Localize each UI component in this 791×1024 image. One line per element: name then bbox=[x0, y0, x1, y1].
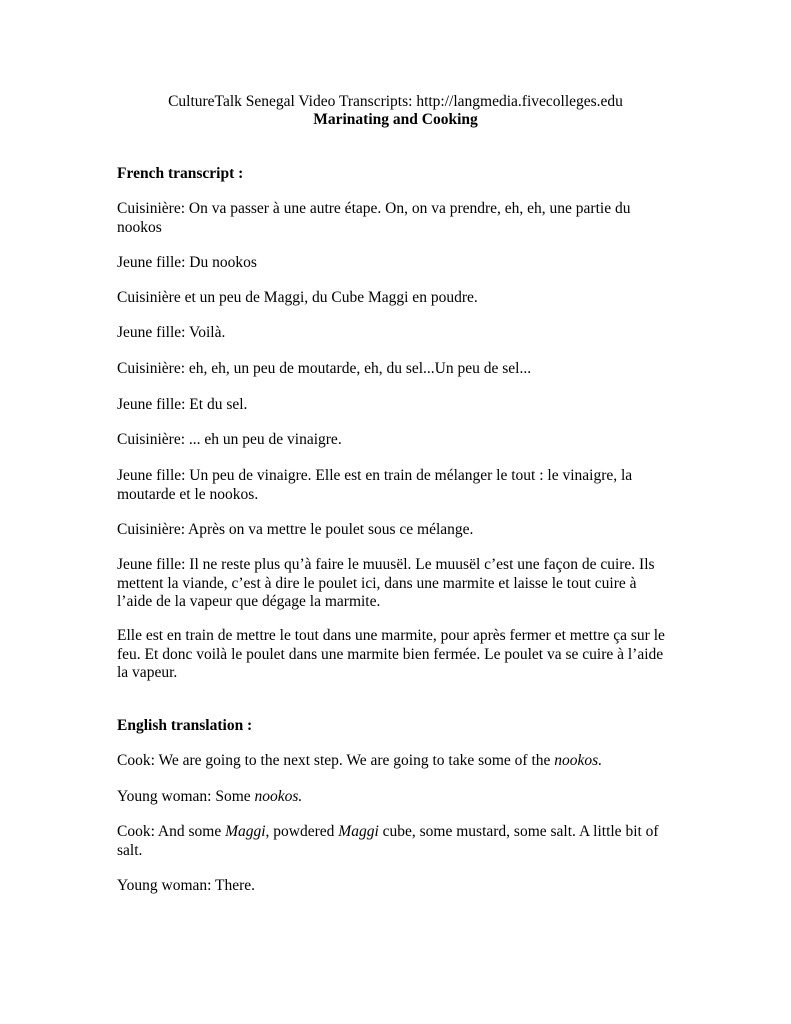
text-line: salt. bbox=[117, 841, 143, 859]
english-paragraph-1 bbox=[117, 752, 677, 771]
text-line: Jeune fille: Il ne reste plus qu’à faire le muusël. Le muusël c’est une façon de cuire. Ils bbox=[117, 556, 655, 573]
text-line: l’aide de la vapeur que dégage la marmite. bbox=[117, 593, 381, 610]
text-run: Cook: We are going to the next step. We are going to take some of the bbox=[117, 752, 555, 769]
text-run: Young woman: Some bbox=[117, 788, 255, 805]
italic-term: Maggi bbox=[338, 823, 379, 840]
text-line: Elle est en train de mettre le tout dans une marmite, pour après fermer et mettre ça sur le bbox=[117, 627, 665, 644]
french-paragraph-2 bbox=[117, 254, 677, 273]
text-line bbox=[117, 752, 677, 771]
text-line: Young woman: There. bbox=[117, 877, 256, 894]
english-paragraph-4 bbox=[117, 877, 677, 896]
french-paragraph-7 bbox=[117, 431, 677, 450]
french-paragraph-6 bbox=[117, 396, 677, 415]
french-paragraph-4 bbox=[117, 324, 677, 343]
english-paragraph-3 bbox=[117, 823, 677, 860]
text-line: Cuisinière: On va passer à une autre étape. On, on va prendre, eh, eh, une partie du bbox=[117, 200, 631, 217]
french-paragraph-5 bbox=[117, 360, 677, 379]
italic-term: nookos. bbox=[554, 752, 603, 769]
french-paragraph-3 bbox=[117, 289, 677, 308]
document-source-line: CultureTalk Senegal Video Transcripts: http://langmedia.fivecolleges.edu bbox=[168, 93, 623, 110]
text-line: Cuisinière: Après on va mettre le poulet sous ce mélange. bbox=[117, 521, 474, 538]
text-line: nookos bbox=[117, 218, 162, 236]
english-paragraph-2 bbox=[117, 788, 677, 807]
text-line: la vapeur. bbox=[117, 664, 178, 681]
french-transcript-heading: French transcript : bbox=[117, 165, 244, 182]
text-line: moutarde et le nookos. bbox=[117, 485, 259, 503]
text-line: Jeune fille: Et du sel. bbox=[117, 396, 248, 413]
text-line: Jeune fille: Un peu de vinaigre. Elle est en train de mélanger le tout : le vinaigre, la bbox=[117, 467, 633, 484]
text-run: , powdered bbox=[265, 823, 339, 840]
french-paragraph-8 bbox=[117, 467, 677, 504]
french-paragraph-1 bbox=[117, 200, 677, 237]
text-line: mettent la viande, c’est à dire le poulet ici, dans une marmite et laisse le tout cuire à bbox=[117, 574, 637, 592]
french-paragraph-11 bbox=[117, 627, 677, 683]
italic-term: nookos. bbox=[254, 788, 303, 805]
french-paragraph-10 bbox=[117, 556, 677, 612]
text-line: Cuisinière: eh, eh, un peu de moutarde, eh, du sel...Un peu de sel... bbox=[117, 360, 532, 377]
text-line: Jeune fille: Voilà. bbox=[117, 324, 226, 341]
text-line: Cuisinière: ... eh un peu de vinaigre. bbox=[117, 431, 342, 448]
text-line bbox=[117, 788, 677, 807]
text-line: feu. Et donc voilà le poulet dans une marmite bien fermée. Le poulet va se cuire à l’aide bbox=[117, 645, 664, 663]
text-line: Jeune fille: Du nookos bbox=[117, 254, 257, 271]
text-run: cube, some mustard, some salt. A little bit of bbox=[378, 823, 659, 840]
french-paragraph-9 bbox=[117, 521, 677, 540]
text-line bbox=[117, 823, 677, 842]
text-run: Cook: And some bbox=[117, 823, 226, 840]
text-line: Cuisinière et un peu de Maggi, du Cube Maggi en poudre. bbox=[117, 289, 478, 306]
italic-term: Maggi bbox=[225, 823, 266, 840]
english-translation-heading: English translation : bbox=[117, 717, 253, 734]
document-title: Marinating and Cooking bbox=[313, 111, 478, 128]
